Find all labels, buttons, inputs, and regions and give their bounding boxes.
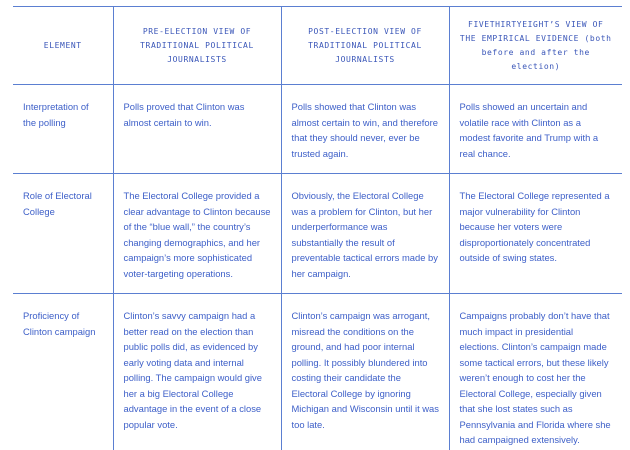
row-post-election-cell: Obviously, the Electoral College was a problem for Clinton, but her underperformance was substantially the result of preventable tactical errors made by her campaign. xyxy=(281,174,449,294)
row-fivethirtyeight-cell: Campaigns probably don’t have that much impact in presidential elections. Clinton’s campaign made some tactical errors, but these likely weren’t enough to cost her the Electoral College, especially given that she lost states such as Pennsylvania and Florida where she had campaigned extensively. xyxy=(449,294,622,450)
row-element-label: Proficiency of Clinton campaign xyxy=(23,310,96,337)
row-pre-election-cell: The Electoral College provided a clear advantage to Clinton because of the “blue wall,” the country’s changing demographics, and her campaign’s more sophisticated voter-targeting operations. xyxy=(113,174,281,294)
row-element-label: Interpretation of the polling xyxy=(13,85,113,174)
row-pre-election-cell: Clinton’s savvy campaign had a better read on the election than public polls did, as evidenced by early voting data and internal polling. The campaign would give her a big Electoral College advantage in the event of a close popular vote. xyxy=(113,294,281,450)
row-fivethirtyeight-cell: The Electoral College represented a major vulnerability for Clinton because her voters were disproportionately concentrated outside of swing states. xyxy=(449,174,622,294)
row-post-election-cell: Polls showed that Clinton was almost certain to win, and therefore that they should never, ever be trusted again. xyxy=(281,85,449,174)
table-row xyxy=(13,294,622,450)
row-pre-election-cell: Polls proved that Clinton was almost certain to win. xyxy=(113,85,281,174)
header-fivethirtyeight: FIVETHIRTYEIGHT’S VIEW OF THE EMPIRICAL EVIDENCE (both before and after the election) xyxy=(449,7,622,85)
table-header xyxy=(13,7,622,85)
comparison-table xyxy=(13,6,622,450)
row-fivethirtyeight-cell: Polls showed an uncertain and volatile race with Clinton as a modest favorite and Trump with a real chance. xyxy=(449,85,622,174)
table-body xyxy=(13,85,622,450)
table-row xyxy=(13,174,622,294)
table-row xyxy=(13,85,622,174)
header-post-election: POST-ELECTION VIEW OF TRADITIONAL POLITICAL JOURNALISTS xyxy=(281,7,449,85)
header-row xyxy=(13,7,622,85)
header-pre-election: PRE-ELECTION VIEW OF TRADITIONAL POLITICAL JOURNALISTS xyxy=(113,7,281,85)
row-element-label: Role of Electoral College xyxy=(13,174,113,294)
row-post-election-cell: Clinton’s campaign was arrogant, misread the conditions on the ground, and had poor internal polling. It possibly blundered into costing their candidate the Electoral College by ignoring Michigan and Wisconsin until it was too late. xyxy=(281,294,449,450)
header-element: ELEMENT xyxy=(13,7,113,85)
